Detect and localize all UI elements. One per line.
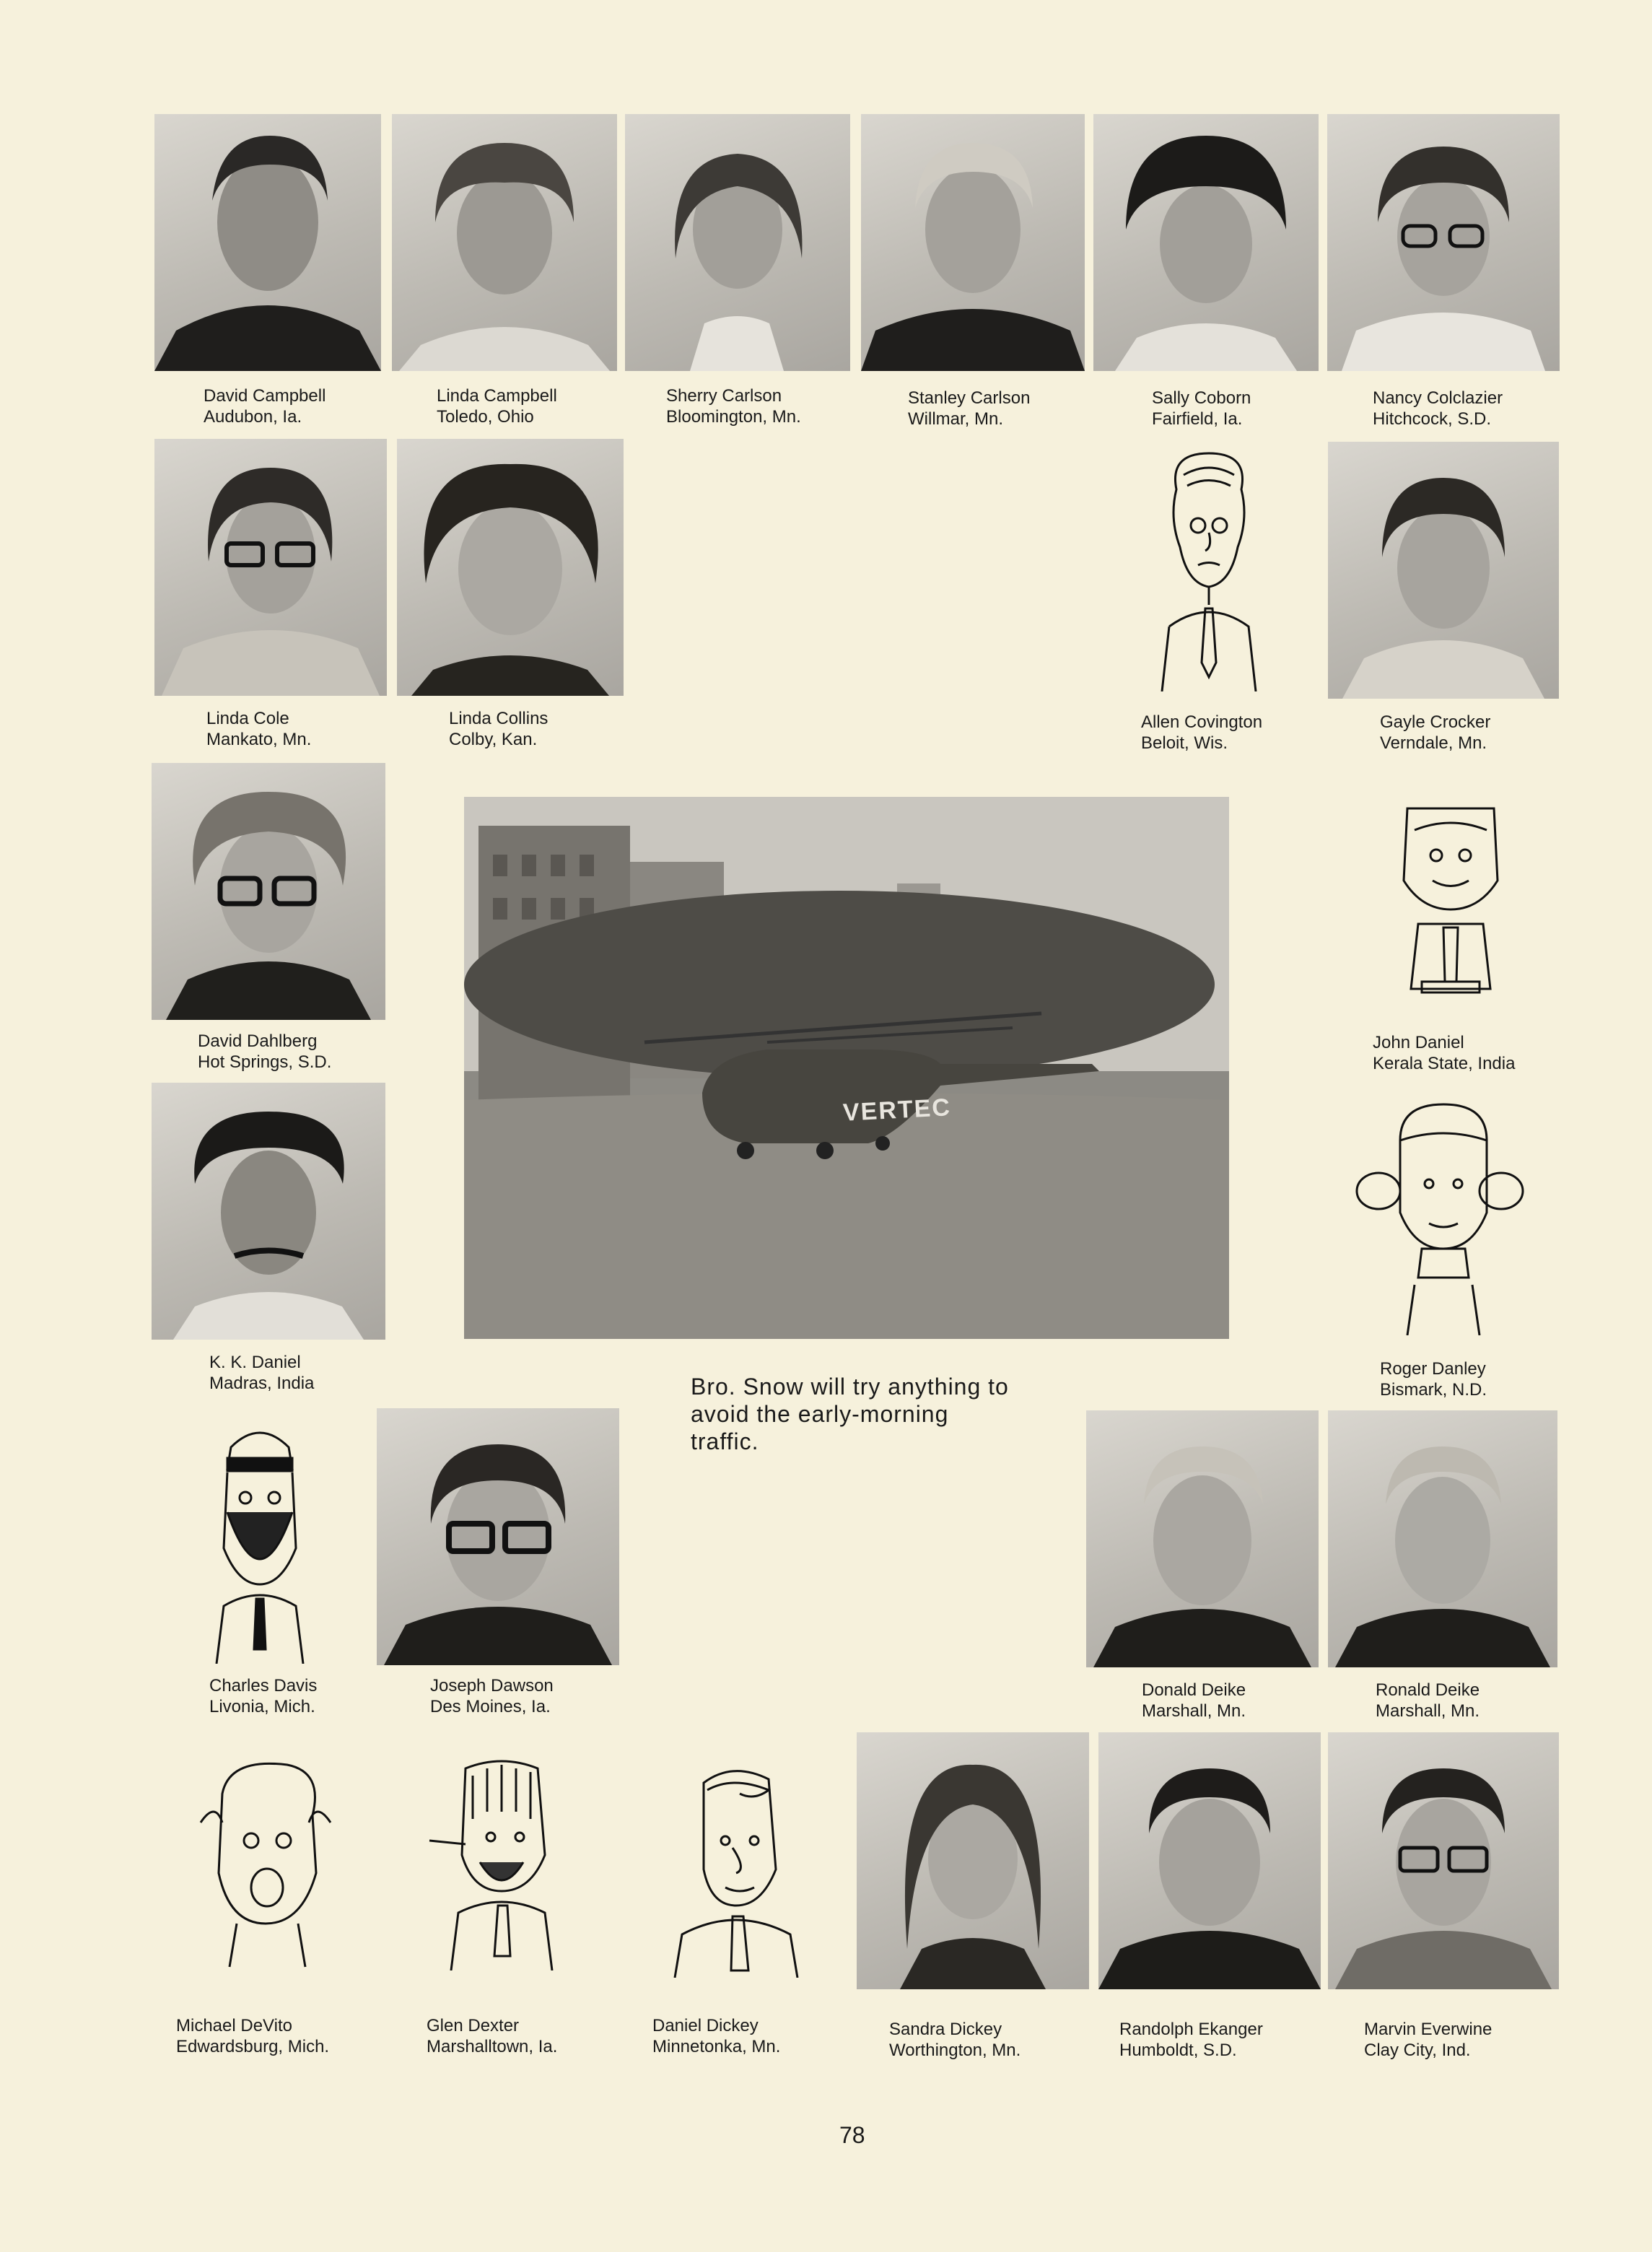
person-name: K. K. Daniel [209,1353,301,1372]
person-name: Nancy Colclazier [1373,388,1503,408]
portrait-photo [152,1083,385,1340]
person-hometown: Clay City, Ind. [1364,2041,1471,2060]
portrait-photo [1328,442,1559,699]
person-name: David Dahlberg [198,1031,318,1051]
portrait-photo [152,763,385,1020]
person-caption [1380,1358,1487,1400]
caricature-drawing [1364,787,1537,1003]
person-name: Joseph Dawson [430,1676,554,1695]
person-caption [666,385,801,427]
person-caption [1142,1680,1246,1721]
person-hometown: Des Moines, Ia. [430,1697,551,1716]
person-hometown: Livonia, Mich. [209,1697,315,1716]
portrait-photo [1328,1732,1559,1989]
person-caption [1376,1680,1480,1721]
person-hometown: Beloit, Wis. [1141,733,1228,753]
portrait-photo [154,439,387,696]
caricature-drawing [186,1758,345,1974]
person-hometown: Toledo, Ohio [437,407,534,427]
person-caption [1152,388,1251,429]
person-name: Ronald Deike [1376,1680,1480,1700]
person-caption [206,708,311,750]
person-caption [437,385,557,427]
person-name: Sandra Dickey [889,2020,1002,2039]
caricature-drawing [1350,1097,1530,1335]
person-caption [1364,2019,1492,2061]
person-hometown: Edwardsburg, Mich. [176,2037,330,2056]
person-hometown: Marshall, Mn. [1376,1701,1480,1721]
person-name: John Daniel [1373,1033,1464,1052]
person-caption [1373,1032,1515,1074]
person-hometown: Willmar, Mn. [908,409,1003,429]
person-caption [176,2015,329,2057]
person-hometown: Marshalltown, Ia. [427,2037,558,2056]
person-caption [209,1352,314,1394]
portrait-photo [1098,1732,1321,1989]
person-caption [1119,2019,1263,2061]
person-hometown: Audubon, Ia. [204,407,302,427]
person-caption [1373,388,1503,429]
person-hometown: Worthington, Mn. [889,2041,1021,2060]
person-caption [209,1675,317,1717]
person-hometown: Fairfield, Ia. [1152,409,1243,429]
caricature-drawing [653,1761,812,1978]
portrait-photo [392,114,617,371]
person-caption [908,388,1030,429]
portrait-photo [154,114,381,371]
person-caption [427,2015,557,2057]
person-hometown: Marshall, Mn. [1142,1701,1246,1721]
person-caption [430,1675,554,1717]
person-name: Linda Cole [206,709,289,728]
person-hometown: Bismark, N.D. [1380,1380,1487,1400]
helicopter-lettering: VERTEC [842,1094,952,1127]
person-caption [652,2015,780,2057]
person-name: Michael DeVito [176,2016,292,2035]
caricature-drawing [1140,446,1277,691]
caricature-drawing [422,1754,581,1970]
person-hometown: Colby, Kan. [449,730,538,749]
person-name: Daniel Dickey [652,2016,759,2035]
person-name: Linda Campbell [437,386,557,406]
person-name: Roger Danley [1380,1359,1486,1379]
person-name: Stanley Carlson [908,388,1031,408]
portrait-photo [1328,1410,1557,1667]
page-number: 78 [839,2122,865,2148]
person-caption [204,385,325,427]
portrait-photo [1327,114,1560,371]
person-name: Linda Collins [449,709,549,728]
portrait-photo [377,1408,619,1665]
person-caption [449,708,548,750]
person-name: Glen Dexter [427,2016,520,2035]
portrait-photo [625,114,850,371]
person-name: Gayle Crocker [1380,712,1491,732]
person-name: Randolph Ekanger [1119,2020,1263,2039]
person-hometown: Humboldt, S.D. [1119,2041,1237,2060]
person-name: Charles Davis [209,1676,318,1695]
person-caption [198,1031,331,1073]
person-name: Donald Deike [1142,1680,1246,1700]
person-hometown: Verndale, Mn. [1380,733,1487,753]
portrait-photo [1093,114,1319,371]
caricature-drawing [195,1418,325,1664]
helicopter-photo [464,797,1229,1339]
portrait-photo [1086,1410,1319,1667]
person-caption [1141,712,1262,754]
helicopter-photo-caption: Bro. Snow will try anything to avoid the early-morning traffic. [691,1374,1009,1454]
person-hometown: Mankato, Mn. [206,730,312,749]
person-hometown: Kerala State, India [1373,1054,1516,1073]
person-hometown: Bloomington, Mn. [666,407,801,427]
person-name: Sally Coborn [1152,388,1251,408]
person-name: Allen Covington [1141,712,1263,732]
person-hometown: Hitchcock, S.D. [1373,409,1492,429]
person-hometown: Minnetonka, Mn. [652,2037,781,2056]
person-name: David Campbell [204,386,326,406]
portrait-photo [861,114,1085,371]
person-caption [1380,712,1490,754]
person-caption [889,2019,1021,2061]
person-name: Marvin Everwine [1364,2020,1493,2039]
portrait-photo [857,1732,1089,1989]
person-hometown: Hot Springs, S.D. [198,1052,332,1072]
person-hometown: Madras, India [209,1374,315,1393]
portrait-photo [397,439,624,696]
person-name: Sherry Carlson [666,386,782,406]
